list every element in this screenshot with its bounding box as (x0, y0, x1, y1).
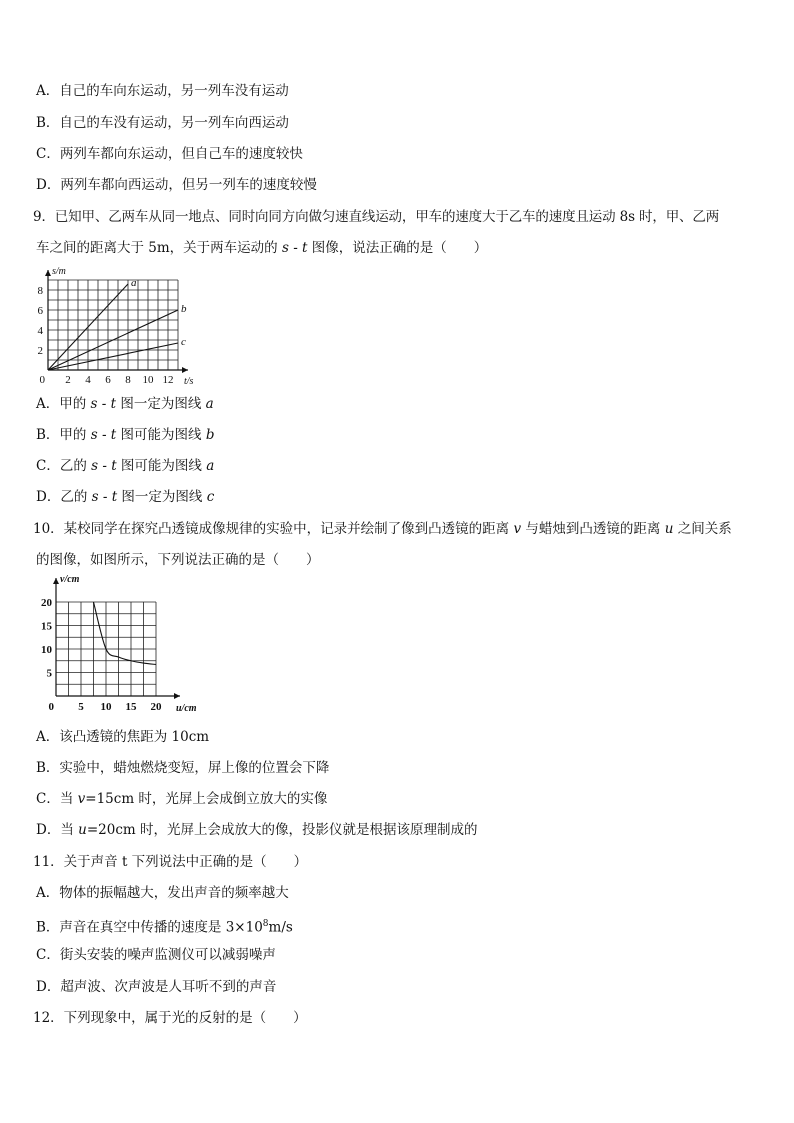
q11-option-d: D．超声波、次声波是人耳听不到的声音 (36, 979, 277, 995)
st-graph-series (48, 277, 187, 370)
st-graph-axes (45, 270, 188, 373)
q8-option-c: C．两列车都向东运动，但自己车的速度较快 (36, 146, 303, 162)
image-distance-graph (30, 574, 197, 715)
q11-stem: 11．关于声音 t 下列说法中正确的是（ ） (33, 854, 308, 870)
y-tick-label: 5 (46, 667, 52, 680)
x-tick-label: 6 (105, 374, 111, 386)
x-tick-label: 5 (78, 701, 84, 713)
q9-option-d: D．乙的 s - t 图一定为图线 c (36, 489, 215, 505)
q12-stem: 12．下列现象中，属于光的反射的是（ ） (33, 1010, 307, 1026)
series-label-b: b (181, 303, 187, 315)
series-label-c: c (181, 336, 186, 348)
x-tick-label: 10 (100, 701, 112, 713)
q9-option-b: B．甲的 s - t 图可能为图线 b (36, 427, 215, 443)
q11-option-c: C．街头安装的噪声监测仪可以减弱噪声 (36, 947, 276, 963)
image-distance-graph-axes (53, 578, 180, 699)
q10-option-b: B．实验中，蜡烛燃烧变短，屏上像的位置会下降 (36, 760, 330, 776)
x-tick-label: 10 (142, 374, 154, 386)
y-axis-arrow (53, 578, 59, 584)
origin-label: 0 (39, 374, 45, 386)
q8-option-a: A．自己的车向东运动，另一列车没有运动 (36, 83, 289, 99)
q9-option-a: A．甲的 s - t 图一定为图线 a (36, 396, 214, 412)
x-axis-label: u/cm (176, 703, 197, 714)
series-line-c (48, 343, 178, 370)
y-tick-label: 8 (37, 285, 43, 297)
st-graph-labels (38, 266, 194, 387)
q10-option-c: C．当 v=15cm 时，光屏上会成倒立放大的实像 (36, 791, 328, 807)
x-axis-label: t/s (184, 376, 194, 387)
y-axis-label: v/cm (60, 574, 80, 585)
q10-option-d: D．当 u=20cm 时，光屏上会成放大的像，投影仪就是根据该原理制成的 (36, 822, 478, 838)
q11-option-a: A．物体的振幅越大，发出声音的频率越大 (36, 885, 289, 901)
y-tick-label: 20 (41, 597, 52, 609)
x-tick-label: 4 (85, 374, 91, 386)
series-label-a: a (131, 277, 137, 289)
q9-option-c: C．乙的 s - t 图可能为图线 a (36, 458, 215, 474)
y-axis-label: s/m (52, 266, 66, 277)
q9-stem-line1: 9．已知甲、乙两车从同一地点、同时向同方向做匀速直线运动，甲车的速度大于乙车的速度且运动 8s 时，甲、乙两 (33, 209, 720, 225)
q10-stem-line2: 的图像，如图所示，下列说法正确的是（ ） (36, 552, 320, 568)
y-tick-label: 4 (37, 325, 43, 337)
q10-option-a: A．该凸透镜的焦距为 10cm (36, 729, 210, 745)
x-axis-arrow (174, 693, 180, 699)
image-distance-graph-series (94, 602, 157, 665)
y-axis-arrow (45, 270, 51, 276)
x-axis-arrow (182, 367, 188, 373)
series-line-0 (94, 602, 157, 665)
x-tick-label: 20 (150, 701, 162, 713)
origin-label: 0 (48, 701, 54, 713)
x-tick-label: 2 (65, 374, 71, 386)
y-tick-label: 15 (41, 620, 52, 633)
st-graph (28, 268, 198, 386)
x-tick-label: 8 (125, 374, 131, 386)
q8-option-b: B．自己的车没有运动，另一列车向西运动 (36, 115, 289, 131)
q10-stem-line1: 10．某校同学在探究凸透镜成像规律的实验中，记录并绘制了像到凸透镜的距离 v 与蜡烛到凸透镜的距离 u 之间关系 (33, 521, 732, 537)
x-tick-label: 12 (162, 374, 174, 386)
q8-option-d: D．两列车都向西运动，但另一列车的速度较慢 (36, 177, 317, 193)
y-tick-label: 2 (37, 345, 43, 357)
x-tick-label: 15 (125, 701, 137, 713)
q11-option-b: B．声音在真空中传播的速度是 $3\times 10^8m/s$ (36, 919, 293, 936)
y-tick-label: 10 (41, 644, 52, 656)
y-tick-label: 6 (37, 305, 43, 317)
q9-stem-line2: 车之间的距离大于 5m，关于两车运动的 s - t 图像，说法正确的是（ ） (36, 240, 488, 256)
